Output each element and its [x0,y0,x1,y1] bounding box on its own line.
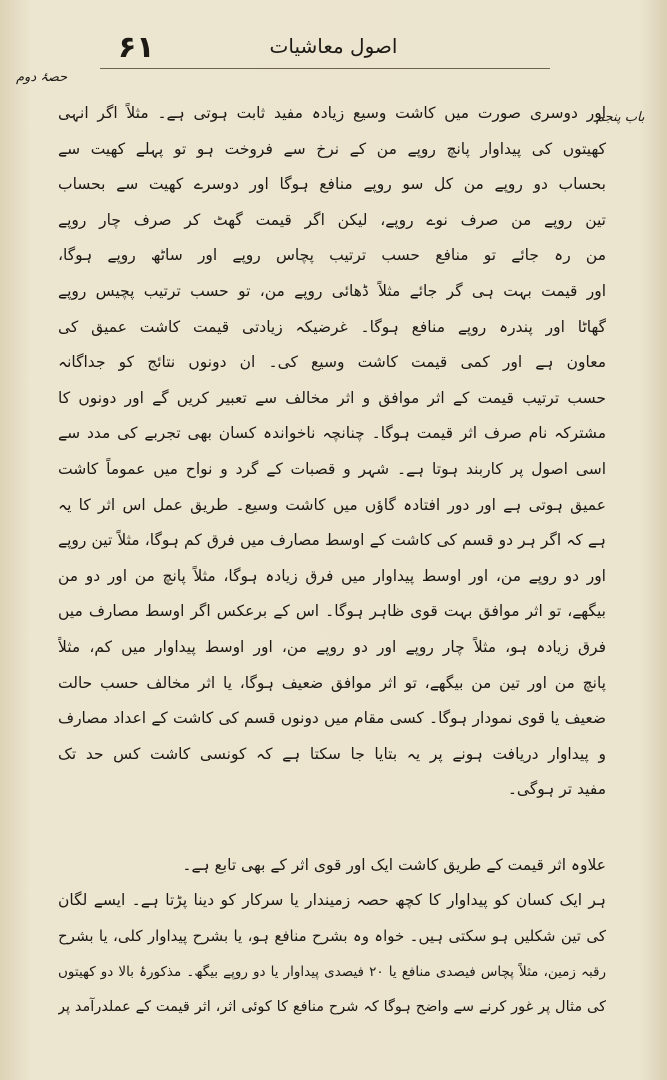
page-number: ۶۱ [118,30,155,65]
text-line: فرق زیادہ ہو، مثلاً چار روپے اور دو روپے من، اور اوسط پیداوار میں کم، مثلاً [58,637,606,656]
text-line: پانچ من اور تین من بیگھے، تو اثر موافق ضعیف ہوگا، یا اثر مخالف حسب حالت [58,673,606,692]
text-line: معاون ہے اور کمی قیمت کاشت وسیع کی۔ ان دونوں نتائج کو جداگانہ [58,353,606,372]
text-line: اور دوسری صورت میں کاشت وسیع زیادہ مفید ثابت ہوتی ہے۔ مثلاً اگر انہی [58,104,606,122]
text-line: ہر ایک کسان کو پیداوار کا کچھ حصہ زمیندار یا سرکار کو دینا پڑتا ہے۔ ایسے لگان [58,891,606,910]
text-line: علاوہ اثر قیمت کے طریق کاشت ایک اور قوی اثر کے بھی تابع ہے۔ [182,855,606,874]
text-line: گھاٹا اور پندرہ روپے منافع ہوگا۔ غرضیکہ زیادتی قیمت کاشت عمیق کی [58,317,606,336]
text-line: حسب ترتیب قیمت کے اثر موافق و اثر مخالف سے تعبیر کریں گے اور دونوں کا [58,388,606,407]
page-header [0,0,667,80]
text-line: اور دو روپے من، اور اوسط پیداوار میں فرق زیادہ ہوگا، مثلاً پانچ من اور دو من [58,566,606,585]
text-line: کی مثال پر غور کرنے سے واضح ہوگا کہ شرح منافع کا کوئی اثر، اثر قیمت کے عملدرآمد پر [58,999,606,1016]
text-line: بحساب دو روپے من کل سو روپے منافع ہوگا اور دوسرے کھیت سے بحساب [58,175,606,194]
margin-note-chapter: باب پنجم [596,110,645,125]
text-line: مفید تر ہوگی۔ [507,780,606,799]
text-line: اسی اصول پر کاربند ہوتا ہے۔ شہر و قصبات کے گرد و نواح میں عموماً کاشت [58,459,606,478]
text-line: عمیق ہوتی ہے اور دور افتادہ گاؤں میں کاشت وسیع۔ طریق عمل اس اثر کا یہ [58,495,606,514]
text-line: و پیداوار دریافت ہونے پر یہ بتایا جا سکتا ہے کہ کونسی کاشت کس حد تک [58,744,606,763]
margin-note-part: حصۂ دوم [16,70,68,85]
text-line: ضعیف یا قوی نمودار ہوگا۔ کسی مقام میں دونوں قسم کی کاشت کے اعداد مصارف [58,709,606,728]
text-line: اور قیمت بہت ہی گر جائے مثلاً ڈھائی روپے من، تو حسب ترتیب پچیس روپے [58,281,606,300]
body-text [58,96,606,1026]
text-line: مشترکہ نام صرف اثر قیمت ہوگا۔ چنانچہ ناخواندہ کسان بھی تجربے کی مدد سے [58,424,606,443]
running-title: اصول معاشیات [269,34,398,58]
text-line: کی تین شکلیں ہو سکتی ہیں۔ خواہ وہ بشرح منافع ہو، یا بشرح پیداوار کلی، یا بشرح [58,927,606,946]
text-line: بیگھے، تو اثر موافق بہت قوی ظاہر ہوگا۔ اس کے برعکس اگر اوسط مصارف میں [58,602,606,621]
header-rule [100,68,550,69]
text-line: تین روپے من صرف نوے روپے، لیکن اگر قیمت گھٹ کر صرف چار روپے [58,210,606,229]
text-line: رقبہ زمین، مثلاً پچاس فیصدی منافع یا ۲۰ فیصدی پیداوار یا دو روپے بیگھ۔ مذکورۂ بالا دو کھیتوں [58,963,606,980]
text-line: ہے کہ اگر ہر دو قسم کی کاشت کے اوسط مصارف میں فرق کم ہوگا، مثلاً تین روپے [58,531,606,550]
text-line: کھیتوں کی پیداوار پانچ روپے من کے نرخ سے فروخت ہو تو پہلے کھیت سے [58,139,606,158]
paragraph-gap [58,808,606,848]
text-line: من رہ جائے تو منافع حسب ترتیب پچاس روپے اور ساٹھ روپے ہوگا، [58,246,606,265]
